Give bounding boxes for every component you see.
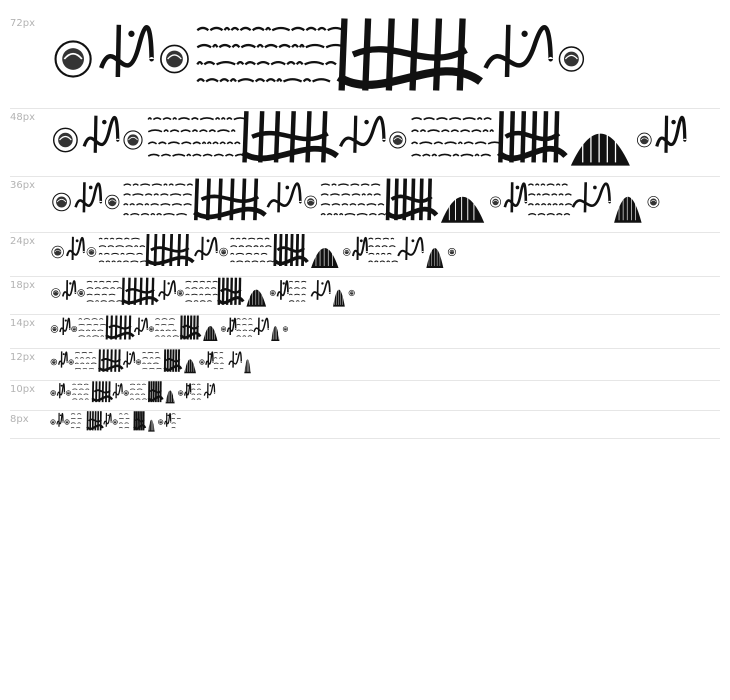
glyph-sample — [48, 348, 720, 380]
size-row — [10, 380, 720, 411]
calligraphy-glyphs-image — [48, 176, 720, 228]
size-row — [10, 410, 720, 439]
size-row — [10, 314, 720, 349]
size-label: 12px — [10, 352, 35, 363]
calligraphy-glyphs-image — [48, 348, 720, 376]
size-label: 24px — [10, 236, 35, 247]
size-label: 48px — [10, 112, 35, 123]
size-label: 10px — [10, 384, 35, 395]
glyph-sample — [48, 108, 720, 176]
size-label: 14px — [10, 318, 35, 329]
glyph-sample — [48, 410, 720, 438]
calligraphy-glyphs-image — [48, 14, 720, 104]
calligraphy-glyphs-image — [48, 380, 720, 406]
glyph-sample — [48, 314, 720, 348]
glyph-sample — [48, 276, 720, 314]
calligraphy-glyphs-image — [48, 410, 720, 434]
glyph-sample — [48, 232, 720, 276]
glyph-sample — [48, 380, 720, 410]
size-row — [10, 348, 720, 381]
calligraphy-glyphs-image — [48, 232, 720, 272]
size-row — [10, 108, 720, 177]
calligraphy-glyphs-image — [48, 276, 720, 310]
size-label: 18px — [10, 280, 35, 291]
size-row — [10, 232, 720, 277]
size-label: 8px — [10, 414, 29, 425]
calligraphy-glyphs-image — [48, 314, 720, 344]
size-row — [10, 176, 720, 233]
calligraphy-glyphs-image — [48, 108, 720, 172]
size-row — [10, 14, 720, 109]
glyph-sample — [48, 176, 720, 232]
size-label: 72px — [10, 18, 35, 29]
size-row — [10, 276, 720, 315]
glyph-sample — [48, 14, 720, 108]
size-label: 36px — [10, 180, 35, 191]
